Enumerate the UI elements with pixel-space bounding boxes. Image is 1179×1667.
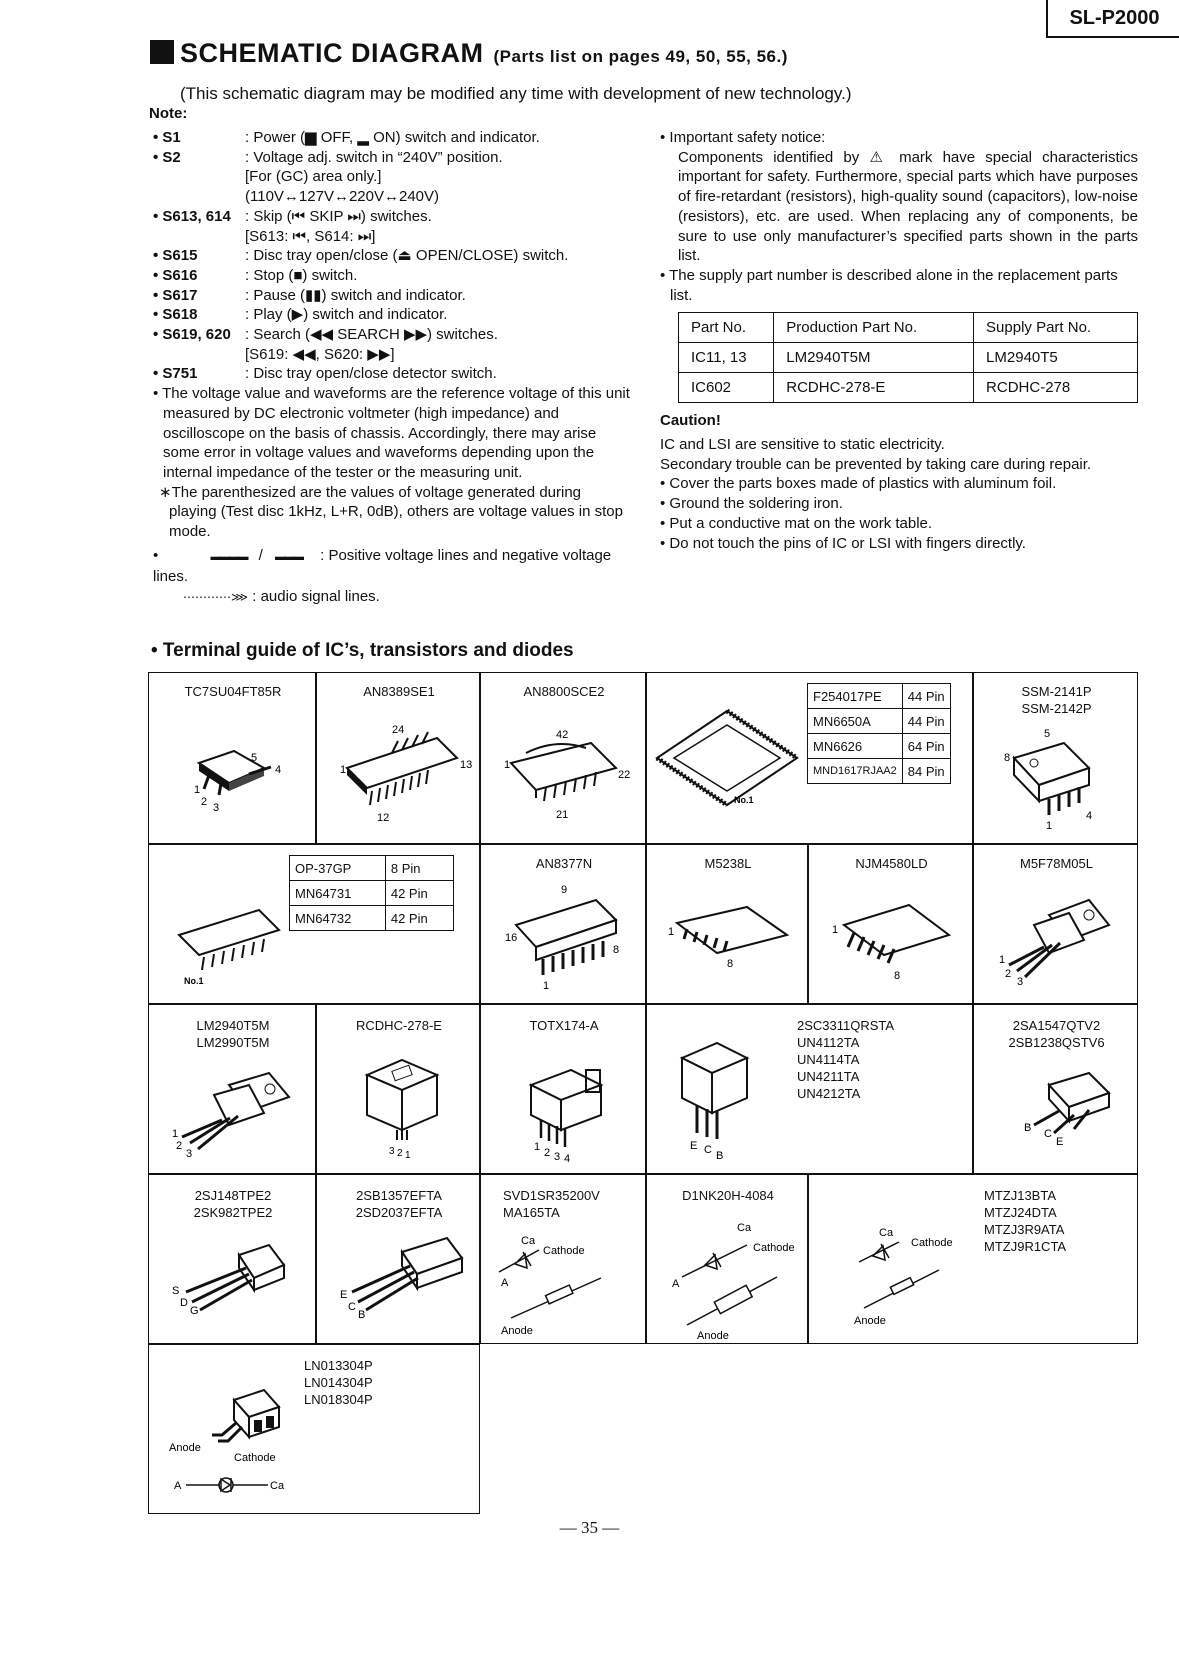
pin-3: 3 <box>1017 976 1024 988</box>
table-cell: IC11, 13 <box>679 343 774 373</box>
pin-c: C <box>704 1144 712 1156</box>
table-cell: 42 Pin <box>385 906 453 931</box>
note-label: Note: <box>149 105 188 122</box>
cell-an8800 <box>480 672 646 844</box>
part-label: SSM-2141P SSM-2142P <box>1021 684 1092 716</box>
sot-package-icon <box>179 733 289 823</box>
label-a: A <box>501 1277 509 1289</box>
pin-5: 5 <box>251 752 258 764</box>
switch-description: : Play (▶) switch and indicator. <box>245 306 448 324</box>
audio-line-legend <box>183 587 631 608</box>
switch-row <box>153 305 631 325</box>
pin-9: 9 <box>561 884 568 896</box>
sip-package-icon <box>824 885 964 995</box>
table-cell: 44 Pin <box>902 709 950 734</box>
dip8-package-icon <box>994 723 1124 833</box>
audio-line-symbol: ⋯⋯⋯⋯⋙ <box>183 590 249 605</box>
table-cell: 8 Pin <box>385 856 453 881</box>
switch-description: : Disc tray open/close (⏏ OPEN/CLOSE) switch. <box>245 247 569 265</box>
caution-bullet: • Put a conductive mat on the work table. <box>660 514 933 532</box>
safety-text: Components identified by ⚠ mark have special characteristics important for safety. Furthermore, special parts which have purposes of fire-retardant (resistors), high-quality sound (capacitors), low-noise (resistors), etc. are used. When replacing any of components, be sure to use only manufacturer’s specified parts shown in the parts list. <box>678 148 1138 265</box>
caution-line-2: Secondary trouble can be prevented by taking care during repair. <box>660 455 1092 473</box>
table-cell: LM2940T5M <box>774 343 974 373</box>
pin-1: 1 <box>194 784 201 796</box>
table-row <box>290 856 454 881</box>
parts-table <box>678 312 1138 403</box>
pin-4: 4 <box>1086 810 1093 822</box>
line-legend <box>153 546 631 587</box>
pin-no1: No.1 <box>184 976 204 986</box>
pin-3: 3 <box>213 802 220 814</box>
legend-bullet: • <box>153 546 159 564</box>
op-model-table <box>289 855 454 931</box>
rcdhc-package-icon <box>357 1050 447 1160</box>
audio-lines-text: : audio signal lines. <box>252 588 380 606</box>
led-package-icon <box>164 1365 314 1510</box>
safety-heading: • Important safety notice: <box>660 129 826 146</box>
to220-package-icon <box>989 885 1129 995</box>
switch-list <box>153 128 631 384</box>
part-label: 2SC3311QRSTA UN4112TA UN4114TA UN4211TA UN4212TA <box>797 1018 895 1101</box>
table-cell: MN64732 <box>290 906 386 931</box>
terminal-guide-grid <box>148 672 1138 1522</box>
caution-line-1: IC and LSI are sensitive to static electricity. <box>660 436 945 454</box>
caution-bullet: • Do not touch the pins of IC or LSI with fingers directly. <box>660 534 1026 552</box>
cell-an8389 <box>316 672 480 844</box>
part-label: AN8377N <box>535 856 593 871</box>
header-production-part-no: Production Part No. <box>774 313 974 343</box>
pin-1: 1 <box>832 924 839 936</box>
transistor-package-icon <box>1004 1065 1124 1165</box>
pin-b: B <box>716 1150 724 1162</box>
pin-2: 2 <box>1005 968 1012 980</box>
pin-b: B <box>1024 1122 1032 1134</box>
cell-2sb1357 <box>316 1174 480 1344</box>
pin-16: 16 <box>505 932 518 944</box>
table-row <box>679 343 1138 373</box>
table-cell: OP-37GP <box>290 856 386 881</box>
parts-list-reference: (Parts list on pages 49, 50, 55, 56.) <box>493 47 788 66</box>
label-a: A <box>174 1480 182 1492</box>
pin-2: 2 <box>176 1140 183 1152</box>
cell-qfp <box>646 672 973 844</box>
qfp-package-icon <box>652 703 802 813</box>
caution-bullet: • Cover the parts boxes made of plastics with aluminum foil. <box>660 475 1057 493</box>
cell-m5f78m05 <box>973 844 1138 1004</box>
pin-2: 2 <box>544 1147 551 1159</box>
part-label: 2SB1357EFTA 2SD2037EFTA <box>355 1188 443 1220</box>
part-label: AN8389SE1 <box>363 684 435 699</box>
switch-id: • S2 <box>153 148 181 166</box>
pin-e: E <box>1056 1136 1064 1148</box>
pin-13: 13 <box>460 759 473 771</box>
notes-left-column <box>153 128 631 608</box>
part-label: MTZJ13BTA MTZJ24DTA MTZJ3R9ATA MTZJ9R1CTA <box>984 1188 1067 1254</box>
switch-id: • S617 <box>153 286 198 304</box>
part-label: LM2940T5M LM2990T5M <box>196 1018 270 1050</box>
pin-12: 12 <box>377 812 390 824</box>
voltage-lines-text: : Positive voltage lines and negative voltage lines. <box>153 546 612 586</box>
part-label: AN8800SCE2 <box>523 684 605 699</box>
switch-description: : Skip (⏮ SKIP ⏭) switches. [S613: ⏮, S614: ⏭] <box>245 207 432 245</box>
parenthesized-note: ∗The parenthesized are the values of voltage generated during playing (Test disc 1kHz, L+R, 0dB), others are voltage values in stop mode. <box>159 483 623 541</box>
pin-1: 1 <box>668 926 675 938</box>
pin-1: 1 <box>1046 820 1053 832</box>
table-row <box>808 759 951 784</box>
pin-2: 2 <box>201 796 208 808</box>
transistor-package-icon <box>672 1033 762 1168</box>
table-cell: MN64731 <box>290 881 386 906</box>
switch-description: : Voltage adj. switch in “240V” position. [For (GC) area only.] (110V↔127V↔220V↔240V) <box>245 148 503 206</box>
switch-id: • S1 <box>153 129 181 146</box>
pin-4: 4 <box>564 1153 571 1165</box>
table-cell: RCDHC-278 <box>974 373 1138 403</box>
pin-8: 8 <box>727 958 734 970</box>
switch-row <box>153 246 631 266</box>
table-row <box>808 684 951 709</box>
label-ca: Ca <box>521 1235 536 1247</box>
switch-description: : Pause (▮▮) switch and indicator. <box>245 286 466 304</box>
pin-8: 8 <box>894 970 901 982</box>
pin-1: 1 <box>534 1141 541 1153</box>
cell-2sj148 <box>148 1174 316 1344</box>
cell-op37 <box>148 844 480 1004</box>
legend-slash: / <box>258 546 263 564</box>
table-cell: LM2940T5 <box>974 343 1138 373</box>
part-label: M5238L <box>704 856 752 871</box>
switch-id: • S619, 620 <box>153 326 231 344</box>
switch-row <box>153 286 631 306</box>
cell-ssm2141 <box>973 672 1138 844</box>
cell-mtzj <box>808 1174 1138 1344</box>
model-number: SL-P2000 <box>1046 0 1179 38</box>
modification-note: (This schematic diagram may be modified any time with development of new technology.) <box>180 84 852 103</box>
switch-row <box>153 148 631 207</box>
table-row <box>679 373 1138 403</box>
part-label: M5F78M05L <box>1020 856 1093 871</box>
title-square-icon <box>150 40 174 64</box>
pin-c: C <box>1044 1128 1052 1140</box>
pin-1: 1 <box>405 1150 411 1161</box>
pin-22: 22 <box>618 769 631 781</box>
table-cell: IC602 <box>679 373 774 403</box>
qfp-model-table <box>807 683 951 784</box>
cell-2sa1547 <box>973 1004 1138 1174</box>
caution-bullet: • Ground the soldering iron. <box>660 495 843 513</box>
sip-package-icon <box>662 895 802 985</box>
negative-line-symbol: ▬▬▬ <box>274 550 302 563</box>
cell-rcdhc278 <box>316 1004 480 1174</box>
table-cell: RCDHC-278-E <box>774 373 974 403</box>
sop-package-icon <box>332 713 472 833</box>
cell-totx174 <box>480 1004 646 1174</box>
switch-description: : Disc tray open/close detector switch. <box>245 365 497 383</box>
table-row <box>290 881 454 906</box>
switch-id: • S615 <box>153 247 198 265</box>
cell-d1nk20h <box>646 1174 808 1344</box>
pin-42: 42 <box>556 729 569 741</box>
pin-3: 3 <box>389 1146 395 1157</box>
label-anode: Anode <box>854 1315 886 1327</box>
transistor-package-icon <box>164 1230 304 1335</box>
pin-b: B <box>358 1309 366 1321</box>
caution-label: Caution! <box>660 412 721 430</box>
label-cathode: Cathode <box>234 1452 276 1464</box>
header-part-no: Part No. <box>679 313 774 343</box>
switch-id: • S616 <box>153 266 198 284</box>
table-row <box>808 709 951 734</box>
pin-1: 1 <box>172 1128 179 1140</box>
dip16-package-icon <box>501 875 631 995</box>
pin-1: 1 <box>999 954 1006 966</box>
cell-lm2940 <box>148 1004 316 1174</box>
label-ca: Ca <box>879 1227 894 1239</box>
pin-1: 1 <box>340 764 347 776</box>
label-anode: Anode <box>169 1442 201 1454</box>
part-label: LN013304P LN014304P LN018304P <box>304 1358 373 1407</box>
pin-3: 3 <box>554 1151 561 1163</box>
header-supply-part-no: Supply Part No. <box>974 313 1138 343</box>
label-ca: Ca <box>270 1480 285 1492</box>
table-cell: MN6650A <box>808 709 903 734</box>
supply-note: • The supply part number is described alone in the replacement parts list. <box>660 266 1118 304</box>
pin-21: 21 <box>556 809 569 821</box>
switch-description: : Power (▆ OFF, ▂ ON) switch and indicator. <box>245 129 540 146</box>
table-row <box>290 906 454 931</box>
pin-5: 5 <box>1044 728 1051 740</box>
optical-module-icon <box>516 1050 616 1165</box>
pin-s: S <box>172 1285 180 1297</box>
pin-1: 1 <box>543 980 550 992</box>
voltage-note: • The voltage value and waveforms are the reference voltage of this unit measured by DC electronic voltmeter (high impedance) and oscilloscope on the basis of chassis. Accordingly, there may arise some error in voltage values and waveforms depending upon the internal impedance of the tester or the measuring unit. <box>153 385 630 481</box>
diode-icon <box>491 1230 641 1340</box>
table-cell: 44 Pin <box>902 684 950 709</box>
part-label: RCDHC-278-E <box>356 1018 442 1033</box>
pin-e: E <box>690 1140 698 1152</box>
switch-row <box>153 325 631 364</box>
part-label: D1NK20H-4084 <box>682 1188 774 1203</box>
table-cell: 42 Pin <box>385 881 453 906</box>
pin-2: 2 <box>397 1148 403 1159</box>
page-number: — 35 — <box>559 1518 620 1537</box>
zener-diode-icon <box>829 1220 979 1330</box>
pin-no1: No.1 <box>734 795 754 805</box>
cell-svd1sr <box>480 1174 646 1344</box>
page-title <box>150 38 788 69</box>
part-label: NJM4580LD <box>855 856 928 871</box>
part-label: 2SJ148TPE2 2SK982TPE2 <box>193 1188 273 1220</box>
switch-description: : Stop (■) switch. <box>245 266 358 284</box>
sop-package-icon <box>164 880 294 990</box>
label-ca: Ca <box>737 1222 752 1234</box>
table-row <box>808 734 951 759</box>
label-a: A <box>672 1278 680 1290</box>
label-cathode: Cathode <box>911 1237 953 1249</box>
notes-right-column <box>660 128 1138 553</box>
part-label: 2SA1547QTV2 2SB1238QSTV6 <box>1008 1018 1105 1050</box>
cell-ln013304 <box>148 1344 480 1514</box>
pin-4: 4 <box>275 764 282 776</box>
to220-package-icon <box>164 1065 304 1165</box>
pin-c: C <box>348 1301 356 1313</box>
pin-1: 1 <box>504 759 511 771</box>
ssop-package-icon <box>496 718 636 828</box>
switch-row <box>153 364 631 384</box>
switch-row <box>153 128 631 148</box>
switch-description: : Search (◀◀ SEARCH ▶▶) switches. [S619: ◀◀, S620: ▶▶] <box>245 326 498 363</box>
pin-8: 8 <box>613 944 620 956</box>
table-cell: F254017PE <box>808 684 903 709</box>
diode-icon <box>657 1215 807 1340</box>
pin-24: 24 <box>392 724 405 736</box>
cell-2sc3311 <box>646 1004 973 1174</box>
label-cathode: Cathode <box>543 1245 585 1257</box>
label-anode: Anode <box>501 1325 533 1337</box>
switch-id: • S751 <box>153 365 198 383</box>
transistor-package-icon <box>332 1230 472 1335</box>
cell-njm4580 <box>808 844 973 1004</box>
switch-row <box>153 266 631 286</box>
positive-line-symbol: ▬▬▬▬ <box>210 550 247 563</box>
cell-m5238 <box>646 844 808 1004</box>
pin-e: E <box>340 1289 348 1301</box>
switch-id: • S618 <box>153 306 198 324</box>
table-cell: 64 Pin <box>902 734 950 759</box>
switch-row <box>153 207 631 246</box>
label-cathode: Cathode <box>753 1242 795 1254</box>
part-label: SVD1SR35200V MA165TA <box>503 1188 600 1220</box>
table-cell: 84 Pin <box>902 759 950 784</box>
table-cell: MND1617RJAA2 <box>808 759 903 784</box>
part-label: TC7SU04FT85R <box>184 684 282 699</box>
part-label: TOTX174-A <box>529 1018 599 1033</box>
switch-id: • S613, 614 <box>153 207 231 225</box>
cell-an8377 <box>480 844 646 1004</box>
cell-tc7su04 <box>148 672 316 844</box>
table-header-row <box>679 313 1138 343</box>
label-anode: Anode <box>697 1330 729 1342</box>
title-text: SCHEMATIC DIAGRAM <box>180 38 484 68</box>
pin-3: 3 <box>186 1148 193 1160</box>
terminal-guide-title: • Terminal guide of IC’s, transistors and diodes <box>151 640 574 661</box>
pin-d: D <box>180 1297 188 1309</box>
pin-g: G <box>190 1305 199 1317</box>
pin-8: 8 <box>1004 752 1011 764</box>
table-cell: MN6626 <box>808 734 903 759</box>
